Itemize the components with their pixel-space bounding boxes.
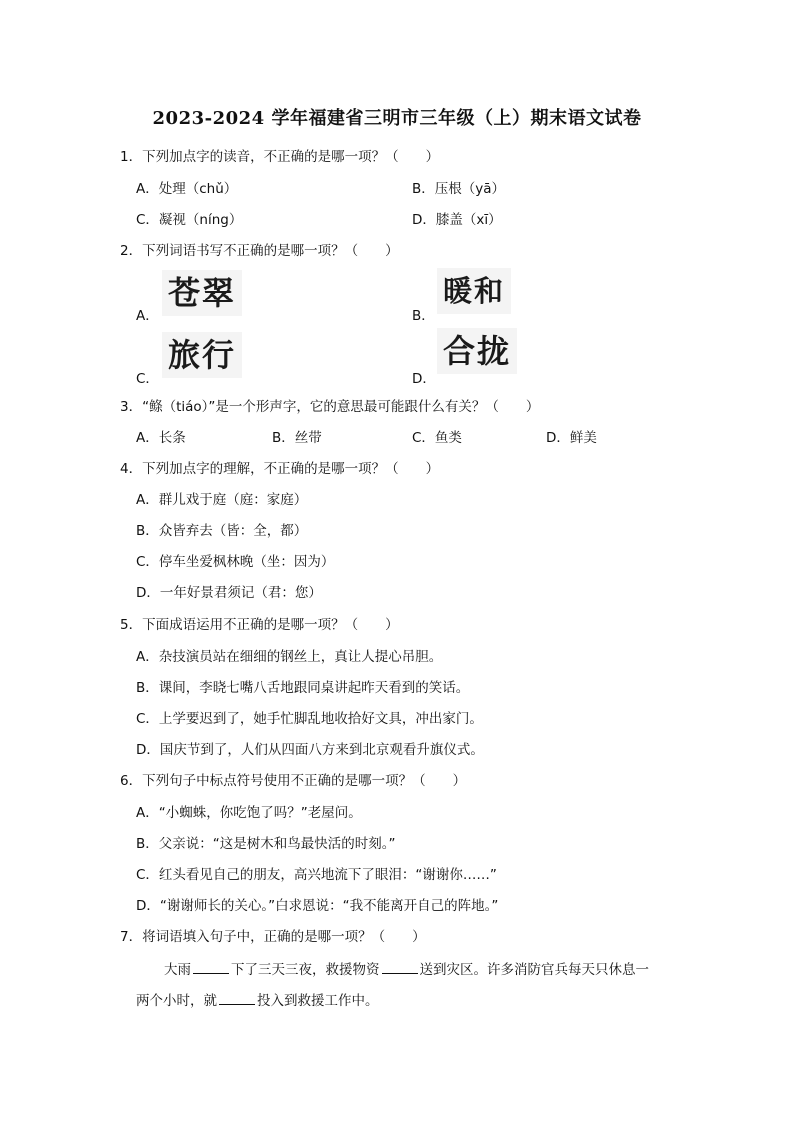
question-6-option-b: B．父亲说：“这是树木和鸟最快活的时刻。”: [136, 836, 396, 852]
question-6-option-a: A．“小蜘蛛，你吃饱了吗？”老屋问。: [136, 805, 362, 821]
question-1-option-c: C．凝视（níng）: [136, 212, 243, 228]
question-6-option-c: C．红头看见自己的朋友，高兴地流下了眼泪：“谢谢你……”: [136, 867, 497, 883]
question-1-option-d: D．膝盖（xī）: [412, 212, 502, 228]
question-7-stem: 7．将词语填入句子中，正确的是哪一项？（ ）: [120, 929, 426, 945]
question-5-option-a: A．杂技演员站在细细的钢丝上，真让人提心吊胆。: [136, 649, 443, 665]
passage-text: 投入到救援工作中。: [257, 993, 379, 1009]
question-2-option-b-label: B．: [412, 308, 435, 324]
fill-blank-1: [193, 960, 229, 974]
question-1-stem: 1．下列加点字的读音，不正确的是哪一项？（ ）: [120, 149, 440, 165]
question-5-stem: 5．下面成语运用不正确的是哪一项？（ ）: [120, 617, 399, 633]
question-1-option-b: B．压根（yā）: [412, 181, 506, 197]
question-3-option-b: B．丝带: [272, 430, 322, 446]
question-7-passage-line-1: [164, 958, 649, 978]
fill-blank-2: [382, 960, 418, 974]
question-7-passage-line-2: [136, 989, 379, 1009]
question-2-option-d-word: 合拢: [437, 328, 517, 374]
question-6-option-d: D．“谢谢师长的关心。”白求恩说：“我不能离开自己的阵地。”: [136, 898, 499, 914]
question-3-option-c: C．鱼类: [412, 430, 462, 446]
exam-title: 2023-2024 学年福建省三明市三年级（上）期末语文试卷: [152, 108, 642, 129]
question-2-option-b-word: 暖和: [437, 268, 511, 314]
question-3-stem: 3．“鲦（tiáo）”是一个形声字，它的意思最可能跟什么有关？（ ）: [120, 399, 540, 415]
question-3-option-d: D．鲜美: [546, 430, 597, 446]
question-2-option-a-label: A．: [136, 308, 159, 324]
passage-text: 大雨: [164, 962, 191, 978]
passage-text: 下了三天三夜，救援物资: [231, 962, 380, 978]
question-4-stem: 4．下列加点字的理解，不正确的是哪一项？（ ）: [120, 461, 440, 477]
question-2-option-a-word: 苍翠: [162, 270, 242, 316]
fill-blank-3: [219, 991, 255, 1005]
question-2-option-c-word: 旅行: [162, 332, 242, 378]
question-5-option-d: D．国庆节到了，人们从四面八方来到北京观看升旗仪式。: [136, 742, 484, 758]
question-4-option-a: A．群儿戏于庭（庭：家庭）: [136, 492, 308, 508]
question-4-option-b: B．众皆弃去（皆：全，都）: [136, 523, 308, 539]
passage-text: 两个小时，就: [136, 993, 217, 1009]
question-5-option-b: B．课间，李晓七嘴八舌地跟同桌讲起昨天看到的笑话。: [136, 680, 470, 696]
passage-text: 送到灾区。许多消防官兵每天只休息一: [419, 962, 649, 978]
question-4-option-c: C．停车坐爱枫林晚（坐：因为）: [136, 554, 335, 570]
question-2-stem: 2．下列词语书写不正确的是哪一项？（ ）: [120, 243, 399, 259]
question-5-option-c: C．上学要迟到了，她手忙脚乱地收拾好文具，冲出家门。: [136, 711, 483, 727]
question-6-stem: 6．下列句子中标点符号使用不正确的是哪一项？（ ）: [120, 773, 467, 789]
question-3-option-a: A．长条: [136, 430, 186, 446]
question-1-option-a: A．处理（chǔ）: [136, 181, 238, 197]
question-4-option-d: D．一年好景君须记（君：您）: [136, 585, 322, 601]
question-2-option-c-label: C．: [136, 371, 159, 387]
question-2-option-d-label: D．: [412, 371, 436, 387]
